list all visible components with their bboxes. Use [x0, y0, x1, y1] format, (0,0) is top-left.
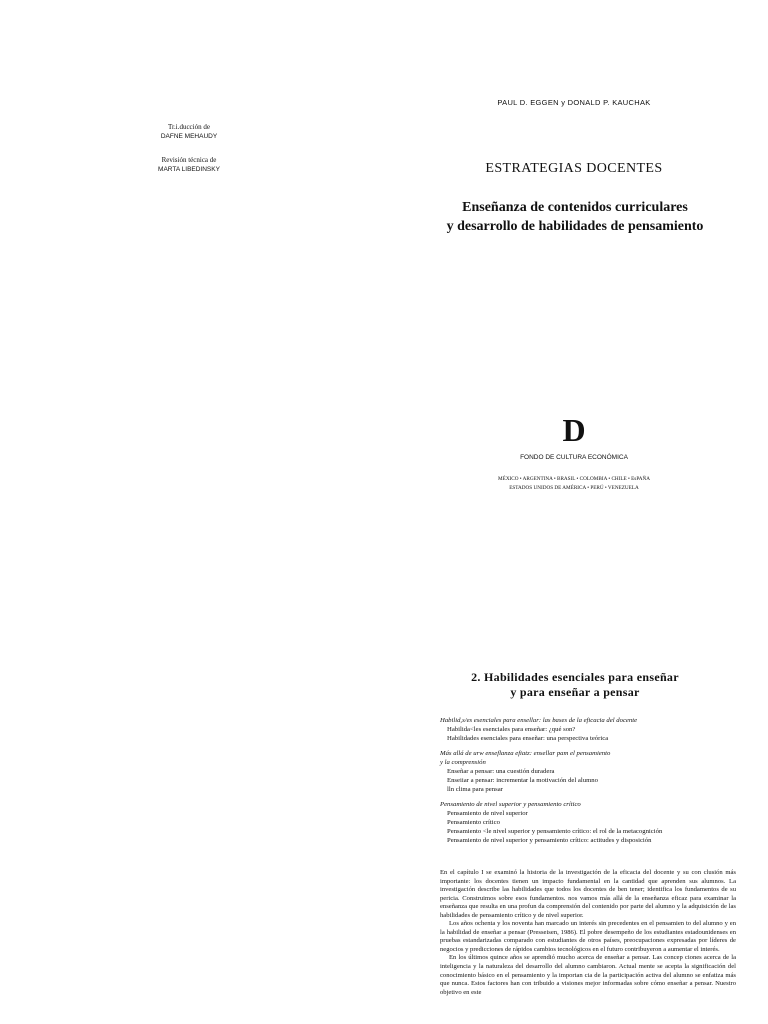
outline-heading-continued: y la comprensión [440, 758, 486, 766]
outline-item: Pensamiento de nivel superior [447, 809, 528, 817]
outline-heading: Más allá de urw enseflanza efiatz: ensellar pam el pensamiento [440, 749, 611, 757]
outline-item: Pensamiento crítico [447, 819, 500, 827]
chapter-title-line-2: y para enseñar a pensar [510, 685, 640, 699]
translation-role: Tr.i.ducción de [168, 123, 210, 131]
reviewer-name: MARTA LIBEDINSKY [158, 166, 220, 173]
translation-credit [130, 122, 248, 142]
chapter-title [420, 670, 730, 700]
outline-section [440, 716, 736, 744]
review-role: Revisión técnica de [161, 156, 217, 164]
outline-section [440, 800, 736, 846]
publisher-logo: D [562, 412, 586, 448]
outline-item: Habilidades esenciales para enseñar: una perspectiva teórica [447, 735, 609, 743]
publisher-name: FONDO DE CULTURA ECONÓMICA [520, 454, 628, 461]
outline-section [440, 749, 736, 795]
outline-item: lln clima para pensar [447, 786, 503, 794]
chapter-outline [440, 716, 736, 851]
subtitle-line-1: Enseñanza de contenidos curriculares [462, 200, 688, 215]
outline-heading: Pensamiento de nivel superior y pensamiento crítico [440, 800, 581, 808]
body-paragraph: En los últimos quince años se aprendió mucho acerca de enseñar a pensar. Las concep ciones acerca de la inteligencia y la naturaleza del desarrollo del alumno cambiaron. Actual mente se acepta la significación del conocimiento básico en el pensamiento y la importan cia de la participación activa del alumno se enfatiza más que nunca. Estos factores han con tribuido a visiones mejor informadas sobre cómo enseñar a pensar. Nuestro objetivo en este [440, 954, 736, 996]
outline-item: Pensamiento <le nivel superior y pensamiento crítico: el rol de la metacognición [447, 828, 663, 836]
authors-line: PAUL D. EGGEN y DONALD P. KAUCHAK [497, 98, 651, 107]
book-title: ESTRATEGIAS DOCENTES [485, 161, 663, 176]
countries-line-2: ESTADOS UNIDOS DE AMÉRICA • PERÚ • VENEZUELA [509, 485, 639, 491]
subtitle-line-2: y desarrollo de habilidades de pensamiento [446, 219, 704, 234]
chapter-title-line-1: 2. Habilidades esenciales para enseñar [471, 670, 679, 684]
book-subtitle [412, 198, 738, 236]
outline-item: Pensamiento de nivel superior y pensamiento crítico: actitudes y disposición [447, 837, 652, 845]
body-paragraph: Los años ochenta y los noventa han marcado un interés sin precedentes en el pensamien to del alumno y en la habilidad de enseñar a pensar (Presseisen, 1986). El pobre desempeño de los estudiantes estadounidenses en pruebas estandarizadas comparado con estudiantes de otros países, preocupaciones expresadas por líderes de negocios y predicciones de rápidos cambios tecnológicos en el futuro contribuyeron a aumentar el interés. [440, 920, 736, 953]
review-credit [130, 155, 248, 175]
translator-name: DAFNE MEHAUDY [160, 133, 218, 140]
body-paragraph: En el capítulo I se examinó la historia de la investigación de la eficacia del docente y su con clusión más importante: los docentes tienen un impacto fundamental en la cantidad que aprenden sus alumnos. La investigación describe las habilidades que todos los docentes de ben tener; identifica los fundamentos de su pericia. Construimos sobre esos fundamentos. nos vamos más allá de la enseñanza eficaz para examinar la enseñanza que resulta en una profun da comprensión del contenido por parte del alumno y la adquisición de las habilidades de pensamiento crítico y de nivel superior. [440, 869, 736, 919]
outline-item: Habilida<les esenciales para enseñar: ¿qué son? [447, 726, 576, 734]
outline-item: Enseiiar a pensar: incrementar la motivación del alumno [447, 777, 598, 785]
publisher-countries [452, 475, 696, 493]
countries-line-1: MÉXICO • ARGENTINA • BRASIL • COLOMBIA • CHILE • EsPAÑA [498, 476, 650, 482]
chapter-body [440, 869, 736, 997]
outline-heading: Habilid,s/es esenciales para ensellar: las bases de la eficacia del docente [440, 717, 638, 724]
outline-item: Enseñar a pensar: una cuestión duradera [447, 768, 555, 776]
